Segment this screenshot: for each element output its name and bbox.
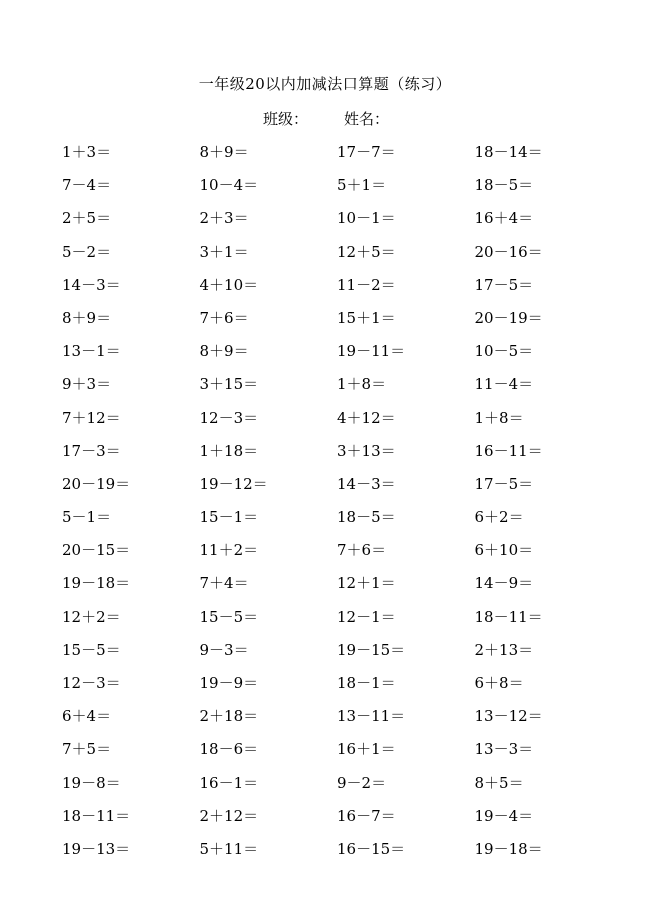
- problem-row: [62, 474, 622, 507]
- math-problem: 6＋10＝: [474, 541, 534, 560]
- student-info-line: [263, 108, 389, 129]
- math-problem: 19－9＝: [199, 674, 259, 692]
- problem-row: [62, 341, 622, 374]
- math-problem: 7－4＝: [62, 176, 112, 195]
- math-problem: 15－5＝: [199, 607, 259, 626]
- math-problem: 16－7＝: [337, 806, 396, 825]
- math-problem: 6＋8＝: [474, 674, 524, 692]
- math-problem: 11＋2＝: [199, 541, 259, 560]
- math-problem: 20－16＝: [474, 242, 543, 261]
- math-problem: 7＋6＝: [199, 308, 249, 327]
- math-problem: 1＋3＝: [62, 143, 112, 161]
- math-problem: 4＋12＝: [337, 408, 396, 427]
- math-problem: 12＋2＝: [62, 607, 121, 626]
- name-label: 姓名：: [344, 110, 390, 128]
- math-problem: 13－12＝: [474, 707, 543, 726]
- problem-row: [62, 242, 622, 275]
- math-problem: 3＋1＝: [199, 242, 249, 261]
- math-problem: 15－5＝: [62, 640, 121, 659]
- math-problem: 16－15＝: [337, 839, 406, 858]
- math-problem: 19－18＝: [474, 839, 543, 858]
- math-problem: 6＋4＝: [62, 707, 112, 726]
- class-label: 班级：: [263, 110, 309, 128]
- math-problem: 9－2＝: [337, 773, 387, 792]
- math-problem: 2＋18＝: [199, 707, 259, 726]
- math-problem: 11－2＝: [337, 275, 396, 294]
- math-problem: 5＋11＝: [199, 839, 259, 858]
- math-problem: 8＋9＝: [199, 143, 249, 161]
- math-problem: 9－3＝: [199, 640, 249, 659]
- math-problem: 18－11＝: [62, 806, 131, 825]
- problem-row: [62, 540, 622, 573]
- math-problem: 5＋1＝: [337, 176, 387, 195]
- math-problem: 7＋5＝: [62, 740, 112, 759]
- math-problem: 19－11＝: [337, 342, 406, 361]
- problem-row: [62, 773, 622, 806]
- math-problem: 12－1＝: [337, 607, 396, 626]
- math-problem: 3＋15＝: [199, 375, 259, 394]
- math-problem: 3＋13＝: [337, 441, 396, 460]
- math-problem: 2＋12＝: [199, 806, 259, 825]
- math-problem: 10－4＝: [199, 176, 259, 195]
- math-problem: 2＋13＝: [474, 640, 534, 659]
- math-problem: 17－3＝: [62, 441, 121, 460]
- math-problem: 19－18＝: [62, 574, 131, 593]
- worksheet-title: 一年级20以内加减法口算题（练习）: [198, 75, 452, 93]
- problem-row: [62, 839, 622, 872]
- math-problem: 16＋1＝: [337, 740, 396, 759]
- problem-row: [62, 441, 622, 474]
- math-problem: 8＋9＝: [199, 342, 249, 361]
- math-problem: 1＋8＝: [474, 408, 524, 427]
- math-problem: 11－4＝: [474, 375, 534, 394]
- math-problem: 17－7＝: [337, 143, 396, 161]
- math-problem: 20－19＝: [474, 308, 543, 327]
- problem-row: [62, 573, 622, 606]
- math-problem: 5－2＝: [62, 242, 112, 261]
- math-problem: 14－9＝: [474, 574, 534, 593]
- math-problem: 18－14＝: [474, 143, 543, 161]
- math-problem: 18－5＝: [337, 508, 396, 527]
- math-problem: 14－3＝: [62, 275, 121, 294]
- math-problem: 8＋5＝: [474, 773, 524, 792]
- math-problem: 10－5＝: [474, 342, 534, 361]
- problem-row: [62, 308, 622, 341]
- problem-row: [62, 142, 622, 175]
- math-problem: 20－15＝: [62, 541, 131, 560]
- math-problem: 1＋8＝: [337, 375, 387, 394]
- math-problem: 2＋3＝: [199, 209, 249, 228]
- problem-row: [62, 374, 622, 407]
- math-problem: 12＋5＝: [337, 242, 396, 261]
- math-problem: 6＋2＝: [474, 508, 524, 527]
- math-problem: 4＋10＝: [199, 275, 259, 294]
- problem-row: [62, 806, 622, 839]
- problem-row: [62, 706, 622, 739]
- math-problem: 17－5＝: [474, 275, 534, 294]
- problem-row: [62, 208, 622, 241]
- math-problem: 16－1＝: [199, 773, 259, 792]
- math-problem: 12－3＝: [62, 674, 121, 692]
- math-problem: 18－6＝: [199, 740, 259, 759]
- math-problem: 13－11＝: [337, 707, 406, 726]
- math-problem: 15＋1＝: [337, 308, 396, 327]
- math-problem: 2＋5＝: [62, 209, 112, 228]
- math-problem: 19－4＝: [474, 806, 534, 825]
- math-problem: 12＋1＝: [337, 574, 396, 593]
- problem-row: [62, 507, 622, 540]
- problem-row: [62, 275, 622, 308]
- math-problem: 15－1＝: [199, 508, 259, 527]
- math-problem: 13－3＝: [474, 740, 534, 759]
- math-problem: 9＋3＝: [62, 375, 112, 394]
- problem-row: [62, 673, 622, 706]
- problem-row: [62, 640, 622, 673]
- problem-row: [62, 408, 622, 441]
- problem-row: [62, 175, 622, 208]
- math-problem: 5－1＝: [62, 508, 112, 527]
- math-problem: 12－3＝: [199, 408, 259, 427]
- math-problem: 19－13＝: [62, 839, 131, 858]
- problem-row: [62, 739, 622, 772]
- math-problem: 10－1＝: [337, 209, 396, 228]
- math-problem: 13－1＝: [62, 342, 121, 361]
- math-problem: 19－12＝: [199, 474, 268, 493]
- math-problem: 18－11＝: [474, 607, 543, 626]
- math-problem: 7＋12＝: [62, 408, 121, 427]
- math-problem: 19－8＝: [62, 773, 121, 792]
- math-problem: 8＋9＝: [62, 308, 112, 327]
- math-problem: 20－19＝: [62, 474, 131, 493]
- math-problem: 7＋6＝: [337, 541, 387, 560]
- math-problem: 19－15＝: [337, 640, 406, 659]
- problem-row: [62, 607, 622, 640]
- math-problem: 16＋4＝: [474, 209, 534, 228]
- math-problem: 17－5＝: [474, 474, 534, 493]
- math-problem: 14－3＝: [337, 474, 396, 493]
- math-problem: 1＋18＝: [199, 441, 259, 460]
- math-problem: 7＋4＝: [199, 574, 249, 593]
- math-problem: 18－1＝: [337, 674, 396, 692]
- problem-grid: [62, 142, 622, 872]
- math-problem: 16－11＝: [474, 441, 543, 460]
- math-problem: 18－5＝: [474, 176, 534, 195]
